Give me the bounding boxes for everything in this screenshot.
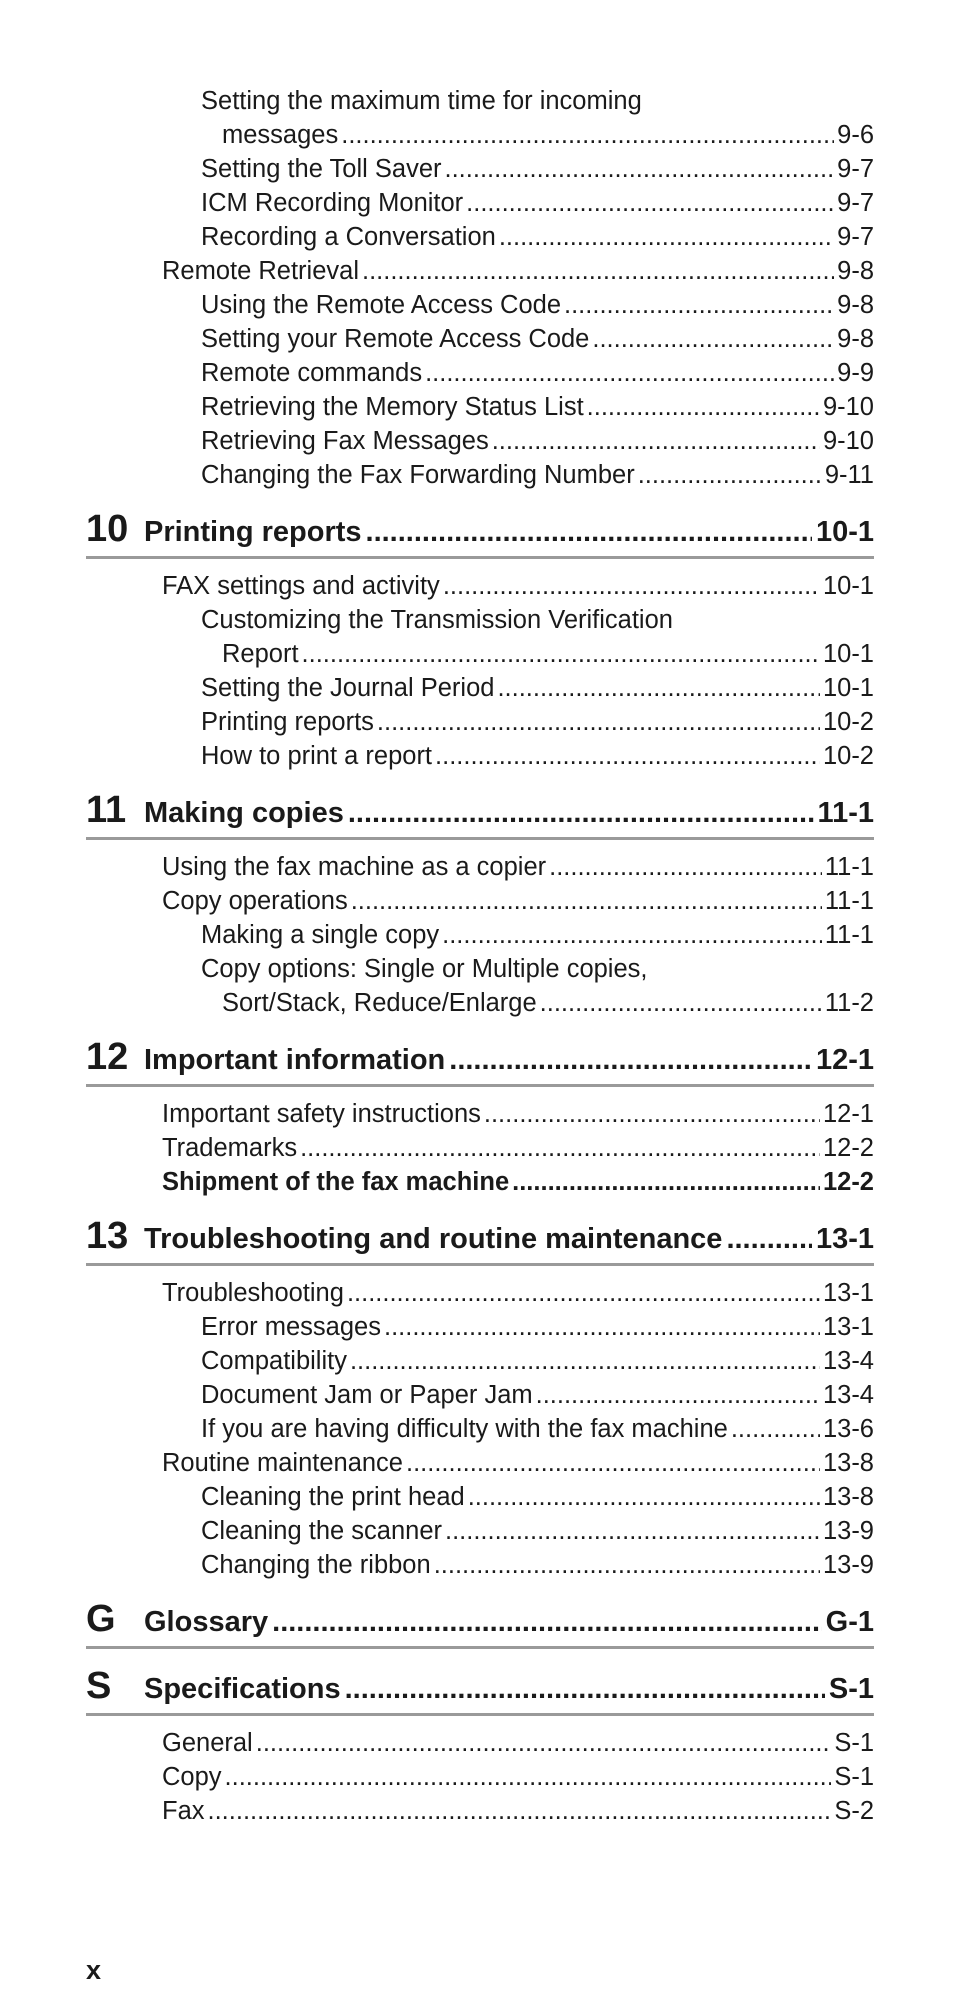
toc-entry-page: S-1 — [834, 1763, 874, 1791]
toc-entry — [86, 1480, 874, 1514]
toc-entry-title: Using the fax machine as a copier — [162, 853, 547, 881]
dot-leader — [366, 516, 812, 549]
dot-leader — [300, 1131, 820, 1165]
toc-entry-page: 13-6 — [822, 1415, 874, 1443]
toc-entry-title: Copy — [162, 1763, 222, 1791]
dot-leader — [587, 390, 820, 424]
dot-leader — [348, 797, 814, 830]
dot-leader — [443, 569, 820, 603]
chapter-title: Troubleshooting and routine maintenance — [144, 1223, 723, 1255]
table-of-contents — [86, 84, 874, 1828]
toc-entry-page: 9-8 — [837, 325, 874, 353]
toc-entry-title: Trademarks — [162, 1134, 298, 1162]
toc-entry-page: 10-1 — [822, 640, 874, 668]
toc-entry-title: Changing the ribbon — [201, 1551, 431, 1579]
toc-entry-title: Retrieving Fax Messages — [201, 427, 489, 455]
toc-entry-title: Changing the Fax Forwarding Number — [201, 461, 635, 489]
dot-leader — [726, 1223, 812, 1256]
toc-entry-title: Cleaning the print head — [201, 1483, 465, 1511]
dot-leader — [638, 458, 822, 492]
toc-entry — [86, 1378, 874, 1412]
chapter-number: 12 — [86, 1036, 129, 1078]
chapter-page: 12-1 — [815, 1044, 874, 1076]
toc-entry-title: Copy operations — [162, 887, 348, 915]
toc-entry-title: Setting the maximum time for incoming — [201, 87, 642, 115]
toc-entry-page: 9-8 — [837, 291, 874, 319]
toc-entry-page: 13-1 — [822, 1279, 874, 1307]
toc-entry — [86, 705, 874, 739]
toc-entry-page: 13-4 — [822, 1347, 874, 1375]
toc-entry-page: 10-2 — [822, 742, 874, 770]
chapter-number: 10 — [86, 508, 129, 550]
toc-entry — [86, 1760, 874, 1794]
toc-entry — [86, 1446, 874, 1480]
toc-entry-title: Retrieving the Memory Status List — [201, 393, 584, 421]
toc-entry — [86, 118, 874, 152]
dot-leader — [536, 1378, 820, 1412]
toc-entry-page: 9-7 — [837, 155, 874, 183]
chapter-title: Specifications — [144, 1673, 341, 1705]
dot-leader — [347, 1276, 820, 1310]
dot-leader — [564, 288, 834, 322]
toc-entry-page: 11-1 — [824, 921, 874, 949]
toc-entry-title: FAX settings and activity — [162, 572, 440, 600]
toc-entry-title: Remote Retrieval — [162, 257, 359, 285]
toc-entry-page: 9-7 — [837, 189, 874, 217]
dot-leader — [512, 1165, 820, 1199]
chapter-page: S-1 — [828, 1673, 874, 1705]
chapter-title: Printing reports — [144, 516, 362, 548]
dot-leader — [468, 1480, 820, 1514]
dot-leader — [434, 1548, 820, 1582]
toc-entry-page: 13-9 — [822, 1551, 874, 1579]
toc-entry — [86, 1165, 874, 1199]
dot-leader — [256, 1726, 832, 1760]
dot-leader — [540, 986, 822, 1020]
toc-entry-page: 9-7 — [837, 223, 874, 251]
dot-leader — [435, 739, 820, 773]
toc-entry-title: General — [162, 1729, 253, 1757]
toc-entry — [86, 1097, 874, 1131]
dot-leader — [425, 356, 834, 390]
toc-entry — [86, 288, 874, 322]
chapter-page: 11-1 — [817, 797, 874, 829]
dot-leader — [225, 1760, 832, 1794]
toc-entry-title: Important safety instructions — [162, 1100, 481, 1128]
dot-leader — [377, 705, 820, 739]
chapter-number: S — [86, 1665, 112, 1707]
toc-entry-title: messages — [222, 121, 339, 149]
toc-entry-title: Shipment of the fax machine — [162, 1168, 510, 1196]
toc-entry — [86, 569, 874, 603]
toc-entry-page: 9-11 — [824, 461, 874, 489]
toc-entry-page: 10-1 — [822, 572, 874, 600]
toc-entry — [86, 884, 874, 918]
toc-entry-title: Customizing the Transmission Verification — [201, 606, 673, 634]
toc-entry-title: Printing reports — [201, 708, 374, 736]
toc-entry-title: Document Jam or Paper Jam — [201, 1381, 533, 1409]
chapter-number: 13 — [86, 1215, 129, 1257]
toc-entry — [86, 637, 874, 671]
dot-leader — [731, 1412, 820, 1446]
toc-entry-page: 13-9 — [822, 1517, 874, 1545]
toc-entry — [86, 986, 874, 1020]
toc-entry-page: 11-2 — [824, 989, 874, 1017]
toc-entry — [86, 1794, 874, 1828]
dot-leader — [445, 1514, 820, 1548]
dot-leader — [362, 254, 834, 288]
toc-entry — [86, 1412, 874, 1446]
toc-entry-title: Compatibility — [201, 1347, 347, 1375]
toc-entry-title: Using the Remote Access Code — [201, 291, 562, 319]
dot-leader — [406, 1446, 820, 1480]
dot-leader — [592, 322, 834, 356]
chapter-number: 11 — [86, 789, 127, 831]
chapter-heading — [86, 1665, 874, 1716]
toc-entry — [86, 1276, 874, 1310]
toc-entry — [86, 671, 874, 705]
dot-leader — [445, 152, 835, 186]
toc-entry-page: 13-8 — [822, 1449, 874, 1477]
dot-leader — [345, 1673, 825, 1706]
toc-entry-title: Error messages — [201, 1313, 381, 1341]
toc-entry-page: 13-4 — [822, 1381, 874, 1409]
toc-entry-title: Sort/Stack, Reduce/Enlarge — [222, 989, 537, 1017]
dot-leader — [497, 671, 820, 705]
chapter-page: 13-1 — [815, 1223, 874, 1255]
chapter-heading — [86, 1215, 874, 1266]
toc-entry-page: 9-10 — [822, 393, 874, 421]
toc-entry — [86, 1726, 874, 1760]
toc-entry-title: Remote commands — [201, 359, 423, 387]
toc-entry — [86, 1514, 874, 1548]
chapter-title: Important information — [144, 1044, 446, 1076]
dot-leader — [442, 918, 822, 952]
toc-entry-title: Copy options: Single or Multiple copies, — [201, 955, 648, 983]
toc-entry-page: 11-1 — [824, 853, 874, 881]
dot-leader — [384, 1310, 820, 1344]
toc-entry — [86, 152, 874, 186]
toc-entry-title: Setting the Toll Saver — [201, 155, 442, 183]
chapter-title: Glossary — [144, 1606, 269, 1638]
toc-entry-page: 12-2 — [822, 1168, 874, 1196]
chapter-page: 10-1 — [815, 516, 874, 548]
toc-entry-page: 9-9 — [837, 359, 874, 387]
toc-entry — [86, 1344, 874, 1378]
toc-entry-page: 10-1 — [822, 674, 874, 702]
dot-leader — [492, 424, 820, 458]
toc-entry — [86, 458, 874, 492]
dot-leader — [208, 1794, 832, 1828]
chapter-title: Making copies — [144, 797, 344, 829]
toc-entry — [86, 390, 874, 424]
toc-entry-page: 9-10 — [822, 427, 874, 455]
dot-leader — [341, 118, 834, 152]
dot-leader — [499, 220, 834, 254]
toc-entry — [86, 1131, 874, 1165]
dot-leader — [466, 186, 834, 220]
toc-entry — [86, 739, 874, 773]
toc-entry — [86, 186, 874, 220]
toc-entry — [86, 850, 874, 884]
chapter-number: G — [86, 1598, 116, 1640]
toc-entry — [86, 424, 874, 458]
toc-entry-page: S-2 — [834, 1797, 874, 1825]
page-folio: x — [86, 1955, 102, 1985]
toc-entry — [86, 1310, 874, 1344]
toc-entry-page: 9-6 — [837, 121, 874, 149]
dot-leader — [302, 637, 820, 671]
toc-entry — [86, 254, 874, 288]
chapter-page: G-1 — [825, 1606, 874, 1638]
toc-entry — [86, 356, 874, 390]
chapter-heading — [86, 1598, 874, 1649]
toc-entry-page: 9-8 — [837, 257, 874, 285]
toc-entry-page: S-1 — [834, 1729, 874, 1757]
dot-leader — [351, 884, 822, 918]
toc-entry-title: If you are having difficulty with the fax machine — [201, 1415, 728, 1443]
dot-leader — [350, 1344, 820, 1378]
toc-entry — [86, 918, 874, 952]
toc-entry-title: Making a single copy — [201, 921, 440, 949]
toc-entry-title: Setting the Journal Period — [201, 674, 495, 702]
toc-entry — [86, 1548, 874, 1582]
toc-entry-page: 12-1 — [822, 1100, 874, 1128]
toc-entry-title: Report — [222, 640, 299, 668]
toc-entry-title: Troubleshooting — [162, 1279, 344, 1307]
toc-entry-title: Fax — [162, 1797, 205, 1825]
toc-entry-title: ICM Recording Monitor — [201, 189, 464, 217]
toc-entry — [86, 220, 874, 254]
toc-entry-title: Routine maintenance — [162, 1449, 403, 1477]
dot-leader — [272, 1606, 822, 1639]
toc-entry-page: 13-8 — [822, 1483, 874, 1511]
toc-entry-title: Cleaning the scanner — [201, 1517, 442, 1545]
toc-entry-title: Setting your Remote Access Code — [201, 325, 590, 353]
toc-entry-title: Recording a Conversation — [201, 223, 496, 251]
toc-entry-page: 13-1 — [822, 1313, 874, 1341]
toc-entry-page: 12-2 — [822, 1134, 874, 1162]
chapter-heading — [86, 508, 874, 559]
dot-leader — [449, 1044, 812, 1077]
toc-entry-title: How to print a report — [201, 742, 433, 770]
toc-entry — [86, 322, 874, 356]
chapter-heading — [86, 1036, 874, 1087]
dot-leader — [549, 850, 822, 884]
toc-entry-page: 11-1 — [824, 887, 874, 915]
toc-entry-page: 10-2 — [822, 708, 874, 736]
chapter-heading — [86, 789, 874, 840]
dot-leader — [484, 1097, 820, 1131]
